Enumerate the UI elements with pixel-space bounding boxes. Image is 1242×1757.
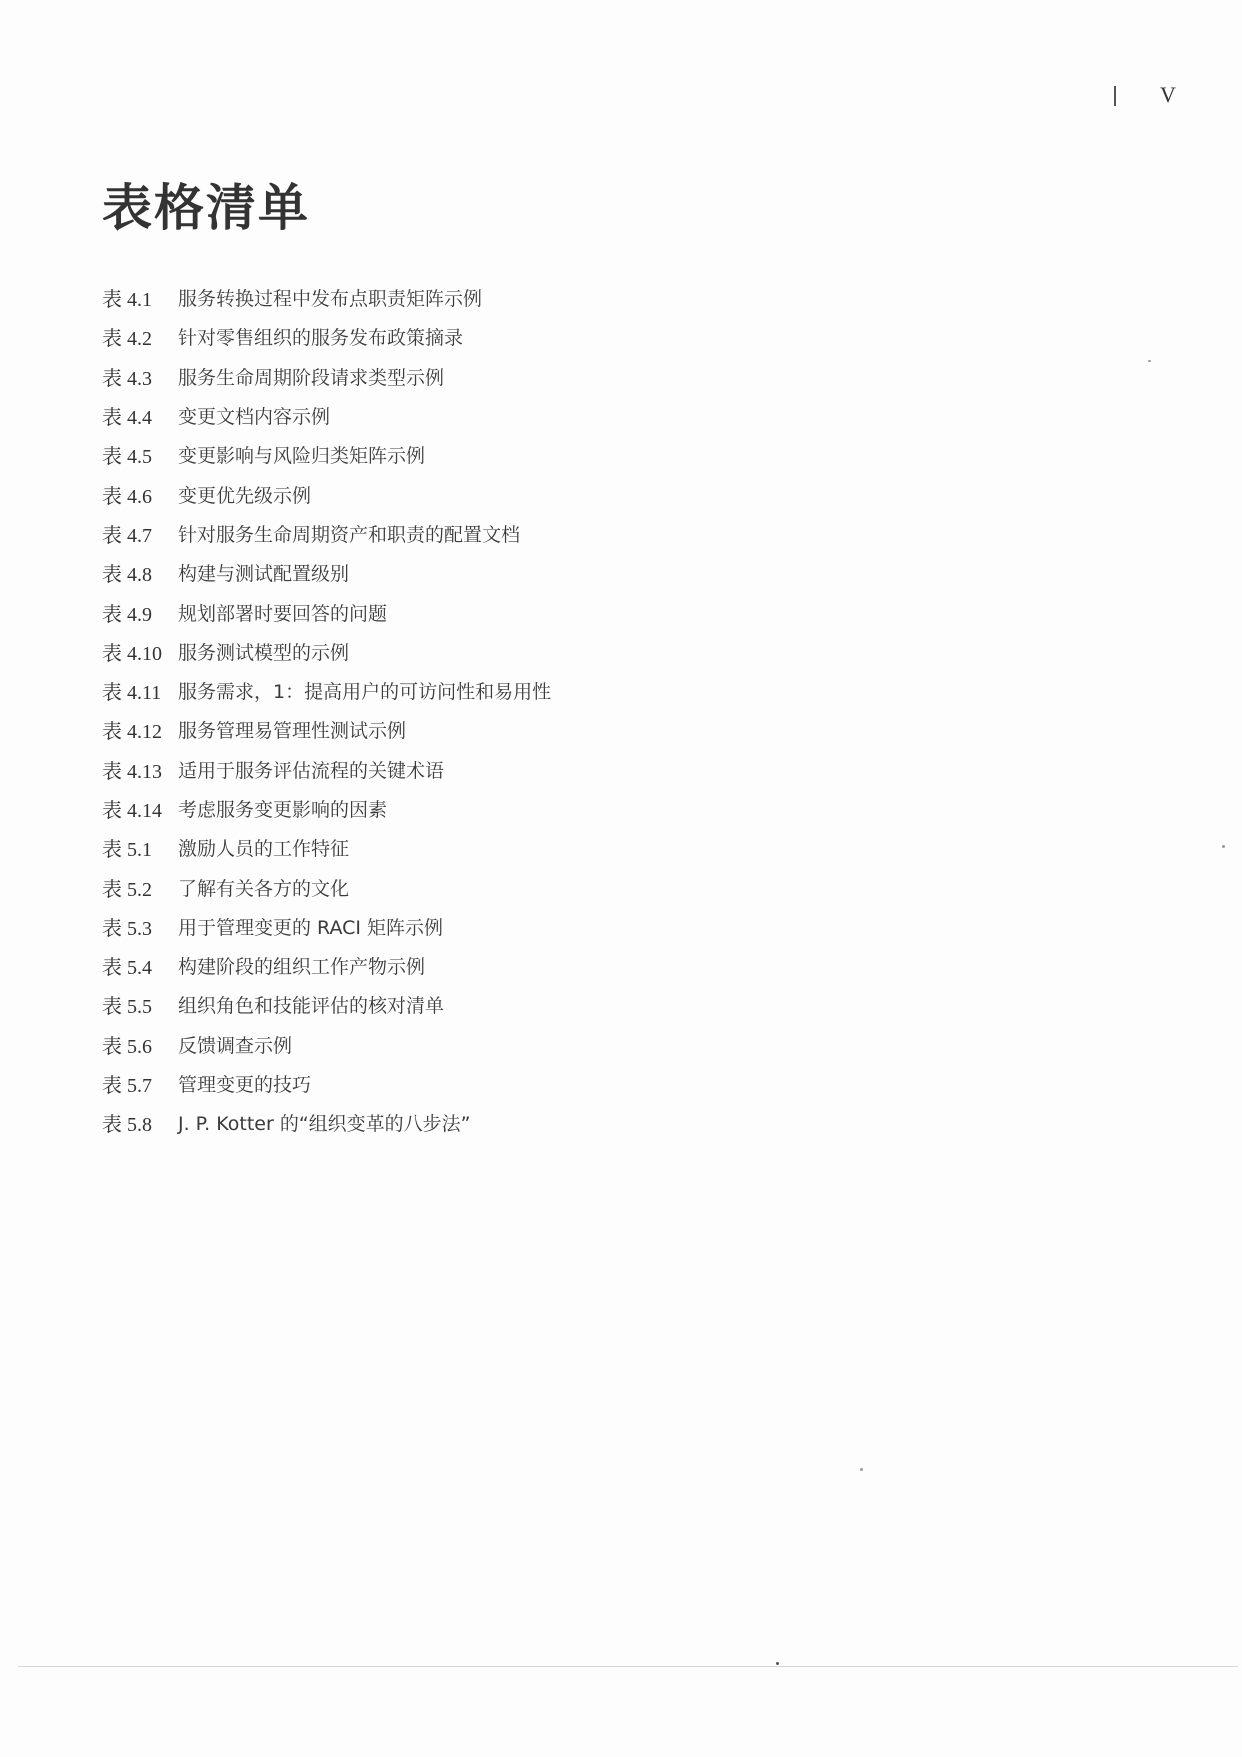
- table-list-item: [102, 435, 1002, 474]
- table-number: 表 4.2: [102, 328, 152, 351]
- table-list-item: [102, 632, 1002, 671]
- table-number: 表 4.1: [102, 289, 152, 312]
- table-number: 表 5.6: [102, 1035, 152, 1058]
- scan-speck: [1148, 360, 1151, 362]
- table-title: 构建阶段的组织工作产物示例: [178, 956, 426, 979]
- table-list-item: [102, 828, 1002, 867]
- table-number: 表 5.5: [102, 996, 152, 1019]
- table-list-item: [102, 867, 1002, 906]
- table-number: 表 5.4: [102, 957, 152, 980]
- table-title: 了解有关各方的文化: [178, 877, 350, 900]
- table-list-item: [102, 474, 1002, 513]
- table-title: J. P. Kotter 的“组织变革的八步法”: [178, 1113, 471, 1136]
- scan-speck: [776, 1662, 779, 1665]
- table-number: 表 4.10: [102, 642, 162, 665]
- table-number: 表 5.1: [102, 839, 152, 862]
- table-title: 服务管理易管理性测试示例: [178, 720, 407, 743]
- table-list: [102, 278, 1002, 1143]
- table-number: 表 4.6: [102, 485, 152, 508]
- table-number: 表 4.7: [102, 524, 152, 547]
- table-title: 构建与测试配置级别: [178, 563, 350, 586]
- table-number: 表 5.7: [102, 1075, 152, 1098]
- table-number: 表 5.3: [102, 917, 152, 940]
- table-number: 表 4.12: [102, 721, 162, 744]
- table-number: 表 4.8: [102, 564, 152, 587]
- table-title: 变更优先级示例: [178, 484, 312, 507]
- table-list-item: [102, 750, 1002, 789]
- table-title: 针对零售组织的服务发布政策摘录: [178, 327, 464, 350]
- table-list-item: [102, 671, 1002, 710]
- table-title: 规划部署时要回答的问题: [178, 602, 388, 625]
- table-number: 表 4.4: [102, 407, 152, 430]
- table-title: 适用于服务评估流程的关键术语: [178, 759, 445, 782]
- table-list-item: [102, 710, 1002, 749]
- table-number: 表 4.9: [102, 603, 152, 626]
- table-list-item: [102, 592, 1002, 631]
- table-number: 表 4.14: [102, 800, 162, 822]
- table-title: 管理变更的技巧: [178, 1074, 312, 1097]
- table-title: 服务测试模型的示例: [178, 641, 350, 664]
- page-number: V: [1160, 82, 1176, 107]
- table-title: 变更影响与风险归类矩阵示例: [178, 445, 426, 468]
- table-title: 用于管理变更的 RACI 矩阵示例: [178, 916, 444, 939]
- table-number: 表 4.13: [102, 760, 162, 783]
- table-title: 组织角色和技能评估的核对清单: [178, 995, 445, 1018]
- table-list-item: [102, 946, 1002, 985]
- table-title: 激励人员的工作特征: [178, 838, 350, 861]
- table-list-item: [102, 396, 1002, 435]
- table-list-item: [102, 789, 1002, 828]
- scan-speck: [860, 1468, 863, 1471]
- table-title: 服务转换过程中发布点职责矩阵示例: [178, 288, 483, 311]
- scan-speck: [1222, 845, 1225, 848]
- table-list-item: [102, 514, 1002, 553]
- table-list-item: [102, 907, 1002, 946]
- table-list-item: [102, 278, 1002, 317]
- table-title: 服务生命周期阶段请求类型示例: [178, 366, 445, 389]
- table-title: 服务需求，1：提高用户的可访问性和易用性: [178, 681, 552, 704]
- table-list-item: [102, 317, 1002, 356]
- table-title: 反馈调查示例: [178, 1034, 293, 1057]
- table-title: 针对服务生命周期资产和职责的配置文档: [178, 523, 521, 546]
- table-list-item: [102, 985, 1002, 1024]
- table-number: 表 4.5: [102, 446, 152, 469]
- table-number: 表 5.8: [102, 1114, 152, 1137]
- table-title: 变更文档内容示例: [178, 406, 331, 429]
- table-list-item: [102, 553, 1002, 592]
- table-list-item: [102, 1103, 1002, 1142]
- table-list-item: [102, 1025, 1002, 1064]
- table-list-item: [102, 357, 1002, 396]
- page-title: 表格清单: [102, 178, 310, 237]
- table-title: 考虑服务变更影响的因素: [178, 799, 388, 821]
- header-rule: [1114, 86, 1116, 106]
- table-number: 表 5.2: [102, 878, 152, 901]
- table-number: 表 4.3: [102, 367, 152, 390]
- table-number: 表 4.11: [102, 682, 162, 705]
- bottom-rule: [18, 1666, 1238, 1667]
- table-list-item: [102, 1064, 1002, 1103]
